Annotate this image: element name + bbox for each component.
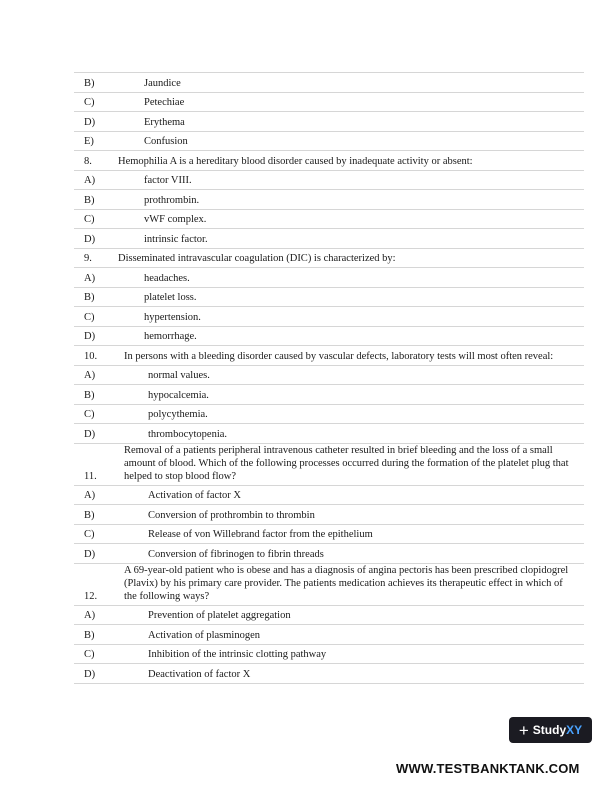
option-text: thrombocytopenia. <box>148 428 228 440</box>
footer-site-url: WWW.TESTBANKTANK.COM <box>396 761 580 776</box>
question-row <box>74 151 584 171</box>
option-letter: D) <box>84 548 96 560</box>
question-text: Disseminated intravascular coagulation (DIC) is characterized by: <box>118 253 396 264</box>
answer-option-row <box>74 268 584 288</box>
option-text: headaches. <box>144 272 190 284</box>
option-letter: D) <box>84 428 96 440</box>
option-letter: C) <box>84 409 95 420</box>
answer-option-row <box>74 112 584 132</box>
option-letter: D) <box>84 116 96 128</box>
question-text: A 69-year-old patient who is obese and has a diagnosis of angina pectoris has been prescribed clopidogrel (Plavix) by his primary care provider. The patients medication achieves its therapeutic effect in which of the following ways? <box>124 564 569 602</box>
option-letter: A) <box>84 175 96 186</box>
option-letter: A) <box>84 370 96 381</box>
option-letter: E) <box>84 136 94 147</box>
answer-option-row <box>74 544 584 564</box>
option-letter: D) <box>84 233 96 245</box>
answer-option-row <box>74 424 584 444</box>
question-row <box>74 564 584 606</box>
answer-option-row <box>74 664 584 684</box>
option-letter: A) <box>84 490 96 501</box>
badge-brand-main: Study <box>532 723 567 737</box>
option-letter: C) <box>84 214 95 225</box>
question-table <box>74 72 584 684</box>
option-text: Activation of plasminogen <box>148 629 260 641</box>
option-text: Petechiae <box>144 97 185 108</box>
answer-option-row <box>74 288 584 308</box>
option-text: Confusion <box>144 136 188 147</box>
option-text: prothrombin. <box>144 194 200 206</box>
answer-option-row <box>74 93 584 113</box>
answer-option-row <box>74 505 584 525</box>
option-letter: A) <box>84 272 96 284</box>
answer-option-row <box>74 132 584 152</box>
answer-option-row <box>74 486 584 506</box>
option-text: Erythema <box>144 116 185 128</box>
answer-option-row <box>74 645 584 665</box>
answer-option-row <box>74 171 584 191</box>
question-number: 11. <box>84 470 97 482</box>
option-letter: C) <box>84 529 95 540</box>
answer-option-row <box>74 405 584 425</box>
studyxy-badge[interactable] <box>509 717 592 743</box>
option-letter: B) <box>84 292 95 303</box>
answer-option-row <box>74 190 584 210</box>
option-letter: B) <box>84 509 95 521</box>
option-text: hemorrhage. <box>144 331 197 342</box>
answer-option-row <box>74 229 584 249</box>
option-text: Deactivation of factor X <box>148 668 251 680</box>
option-letter: D) <box>84 668 96 680</box>
question-number: 8. <box>84 155 92 167</box>
option-text: Inhibition of the intrinsic clotting pathway <box>148 649 327 660</box>
answer-option-row <box>74 366 584 386</box>
plus-icon: + <box>518 720 529 740</box>
option-text: hypocalcemia. <box>148 389 209 401</box>
option-text: vWF complex. <box>144 214 207 225</box>
answer-option-row <box>74 210 584 230</box>
answer-option-row <box>74 307 584 327</box>
question-number: 10. <box>84 350 98 362</box>
answer-option-row <box>74 606 584 626</box>
option-text: Release of von Willebrand factor from the epithelium <box>148 529 373 540</box>
option-letter: C) <box>84 649 95 660</box>
option-letter: C) <box>84 97 95 108</box>
option-letter: D) <box>84 331 96 342</box>
option-text: Jaundice <box>144 77 181 89</box>
option-text: platelet loss. <box>144 292 197 303</box>
option-text: hypertension. <box>144 311 201 323</box>
answer-option-row <box>74 625 584 645</box>
question-row <box>74 444 584 486</box>
question-number: 12. <box>84 590 98 602</box>
question-row <box>74 346 584 366</box>
question-row <box>74 249 584 269</box>
answer-option-row <box>74 385 584 405</box>
option-letter: A) <box>84 610 96 621</box>
answer-option-row <box>74 525 584 545</box>
option-letter: B) <box>84 389 95 401</box>
option-text: normal values. <box>148 370 210 381</box>
answer-option-row <box>74 73 584 93</box>
option-text: Conversion of prothrombin to thrombin <box>148 509 315 521</box>
option-text: Activation of factor X <box>148 490 242 501</box>
option-letter: B) <box>84 194 95 206</box>
option-text: intrinsic factor. <box>144 233 208 245</box>
question-text: Hemophilia A is a hereditary blood disorder caused by inadequate activity or absent: <box>118 155 473 167</box>
badge-brand-accent: XY <box>566 723 583 737</box>
option-text: Prevention of platelet aggregation <box>148 610 291 621</box>
question-text: Removal of a patients peripheral intravenous catheter resulted in brief bleeding and the loss of a small amount of blood. Which of the following processes occurred during the formation of the platelet plug that helped to stop blood flow? <box>124 444 569 482</box>
option-letter: B) <box>84 629 95 641</box>
option-letter: C) <box>84 311 95 323</box>
answer-option-row <box>74 327 584 347</box>
option-text: Conversion of fibrinogen to fibrin threads <box>148 548 324 560</box>
question-text: In persons with a bleeding disorder caused by vascular defects, laboratory tests will most often reveal: <box>124 350 554 362</box>
option-text: factor VIII. <box>144 175 192 186</box>
question-number: 9. <box>84 253 92 264</box>
option-letter: B) <box>84 77 95 89</box>
option-text: polycythemia. <box>148 409 208 420</box>
